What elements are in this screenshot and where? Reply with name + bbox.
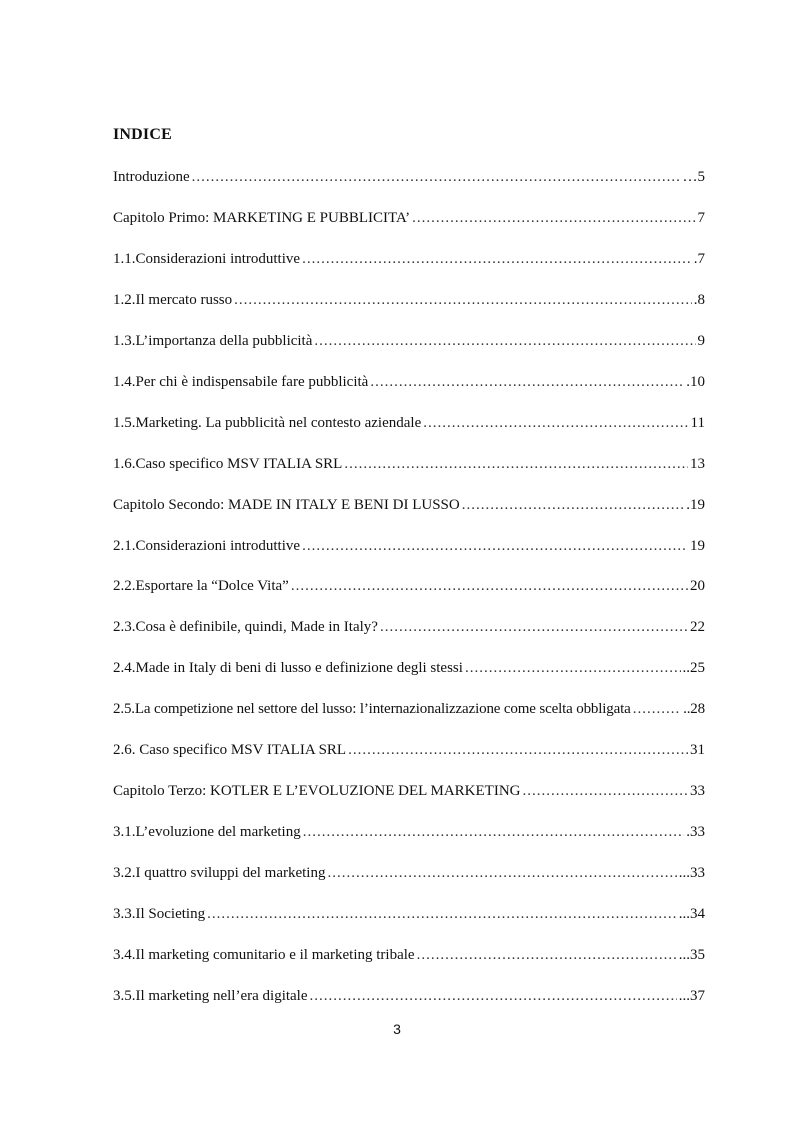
toc-leader-dots: [344, 456, 688, 473]
toc-leader-dots: [192, 169, 681, 186]
toc-entry[interactable]: [113, 988, 705, 1008]
toc-entry-page: ...35: [678, 947, 705, 963]
page-number: 3: [393, 1021, 401, 1037]
toc-entry[interactable]: [113, 783, 705, 803]
toc-entry-label: 3.2.I quattro sviluppi del marketing: [113, 865, 326, 881]
toc-entry-page: .7: [693, 251, 705, 267]
toc-leader-dots: [314, 333, 695, 350]
toc-entry[interactable]: [113, 538, 705, 558]
toc-entry[interactable]: [113, 660, 705, 680]
toc-leader-dots: [370, 374, 684, 391]
toc-entry-label: Introduzione: [113, 169, 190, 185]
toc-entry-label: 1.3.L’importanza della pubblicità: [113, 333, 313, 349]
toc-entry-page: 9: [697, 333, 705, 349]
toc-leader-dots: [462, 497, 685, 514]
toc-leader-dots: [303, 824, 685, 841]
toc-entry-label: 3.1.L’evoluzione del marketing: [113, 824, 301, 840]
toc-entry-page: .8: [693, 292, 705, 308]
toc-entry[interactable]: [113, 169, 705, 189]
toc-entry-page: 22: [690, 619, 705, 635]
toc-entry-page: 33: [690, 783, 705, 799]
toc-leader-dots: [465, 660, 681, 677]
toc-entry[interactable]: [113, 865, 705, 885]
toc-entry-label: 2.2.Esportare la “Dolce Vita”: [113, 578, 289, 594]
toc-entry-page: .33: [686, 824, 705, 840]
toc-leader-dots: [327, 865, 676, 882]
toc-entry-page: 7: [697, 210, 705, 226]
toc-leader-dots: [302, 538, 688, 555]
toc-entry-label: 3.3.Il Societing: [113, 906, 206, 922]
toc-leader-dots: [348, 742, 688, 759]
toc-entry-label: 2.3.Cosa è definibile, quindi, Made in Italy?: [113, 619, 378, 635]
toc-entry-label: 1.2.Il mercato russo: [113, 292, 233, 308]
toc-leader-dots: [207, 906, 677, 923]
toc-leader-dots: [633, 701, 681, 718]
toc-entry[interactable]: [113, 374, 705, 394]
toc-entry-page: .19: [686, 497, 705, 513]
toc-entry[interactable]: [113, 210, 705, 230]
toc-entry[interactable]: [113, 333, 705, 353]
toc-entry[interactable]: [113, 415, 705, 435]
toc-entry-label: 2.4.Made in Italy di beni di lusso e definizione degli stessi: [113, 660, 463, 676]
toc-entry-label: 1.1.Considerazioni introduttive: [113, 251, 301, 267]
toc-entry-page: 31: [690, 742, 705, 758]
toc-entry-page: .10: [686, 374, 705, 390]
toc-leader-dots: [291, 578, 688, 595]
toc-entry-page: 19: [690, 538, 705, 554]
toc-entry[interactable]: [113, 824, 705, 844]
toc-entry[interactable]: [113, 906, 705, 926]
toc-entry-label: Capitolo Secondo: MADE IN ITALY E BENI DI LUSSO: [113, 497, 460, 513]
toc-entry-label: Capitolo Primo: MARKETING E PUBBLICITA’: [113, 210, 411, 226]
toc-entry-label: 2.1.Considerazioni introduttive: [113, 538, 301, 554]
toc-leader-dots: [412, 210, 695, 227]
toc-entry-label: 1.6.Caso specifico MSV ITALIA SRL: [113, 456, 343, 472]
toc-entry-page: ..28: [683, 701, 705, 717]
toc-leader-dots: [523, 783, 689, 800]
toc-leader-dots: [417, 947, 677, 964]
toc-entry-page: ..25: [682, 660, 705, 676]
toc-entry[interactable]: [113, 251, 705, 271]
toc-entry-page: 20: [690, 578, 705, 594]
toc-entry-label: 2.6. Caso specifico MSV ITALIA SRL: [113, 742, 347, 758]
toc-entry[interactable]: [113, 947, 705, 967]
toc-entry-label: 1.5.Marketing. La pubblicità nel contesto aziendale: [113, 415, 422, 431]
toc-leader-dots: [310, 988, 677, 1005]
toc-entry[interactable]: [113, 701, 705, 721]
toc-entry-page: ...33: [678, 865, 705, 881]
toc-entry-page: …5: [682, 169, 705, 185]
toc-entry[interactable]: [113, 578, 705, 598]
toc-entry-page: ...37: [678, 988, 705, 1004]
toc-entry-label: 1.4.Per chi è indispensabile fare pubblicità: [113, 374, 369, 390]
index-heading: INDICE: [113, 126, 172, 143]
toc-entry-page: 11: [690, 415, 705, 431]
toc-entry-label: 3.5.Il marketing nell’era digitale: [113, 988, 308, 1004]
toc-entry-label: Capitolo Terzo: KOTLER E L’EVOLUZIONE DEL MARKETING: [113, 783, 521, 799]
toc-entry[interactable]: [113, 742, 705, 762]
toc-entry-page: 13: [690, 456, 705, 472]
toc-leader-dots: [302, 251, 692, 268]
toc-leader-dots: [423, 415, 688, 432]
toc-entry[interactable]: [113, 497, 705, 517]
toc-leader-dots: [380, 619, 688, 636]
toc-leader-dots: [234, 292, 692, 309]
toc-entry[interactable]: [113, 456, 705, 476]
toc-entry-label: 3.4.Il marketing comunitario e il marketing tribale: [113, 947, 415, 963]
toc-entry[interactable]: [113, 292, 705, 312]
toc-entry-label: 2.5.La competizione nel settore del lusso: l’internazionalizzazione come scelta obbligata: [113, 701, 631, 717]
toc-entry-page: ...34: [678, 906, 705, 922]
toc-entry[interactable]: [113, 619, 705, 639]
